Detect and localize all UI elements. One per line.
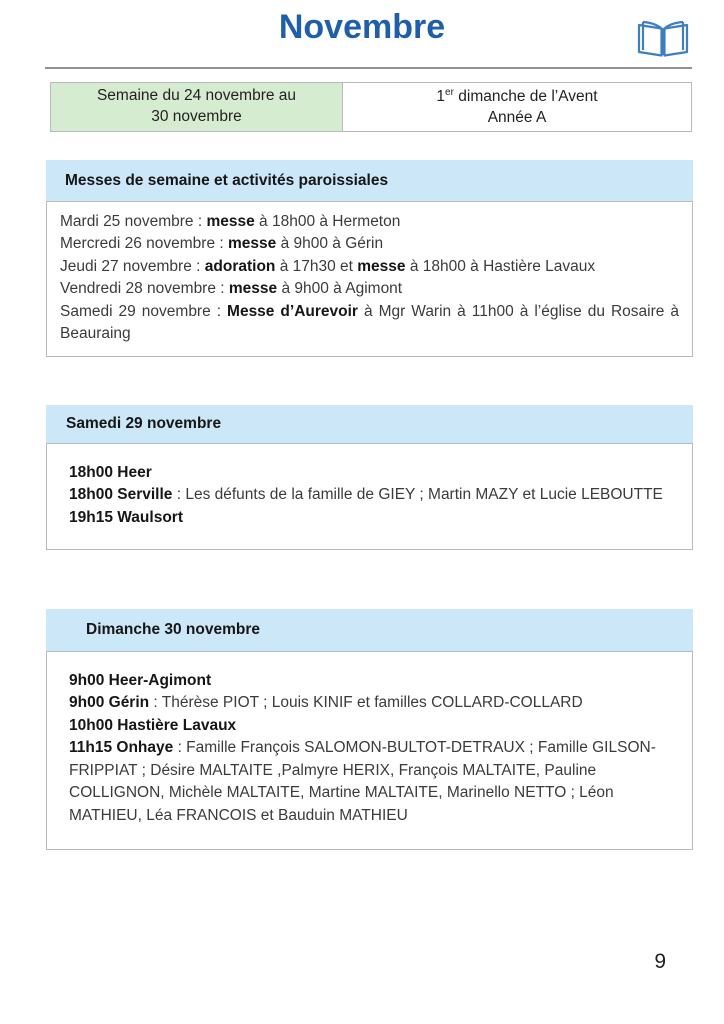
weekday-line <box>60 278 679 300</box>
page-title: Novembre <box>278 8 446 46</box>
weekday-line-post: à 18h00 à Hermeton <box>254 213 401 230</box>
week-info-table <box>50 82 692 132</box>
mass-entry <box>69 507 679 529</box>
section-weekday-header: Messes de semaine et activités paroissiales <box>46 160 693 201</box>
weekday-line-post: à 9h00 à Gérin <box>276 235 384 253</box>
page-number: 9 <box>654 950 666 973</box>
weekday-line <box>60 233 679 255</box>
week-range-line-2: 30 novembre <box>151 108 242 125</box>
weekday-line <box>60 301 679 346</box>
feast-ordinal: 1 <box>436 87 446 105</box>
mass-entry <box>69 692 679 714</box>
weekday-line-bold: messe <box>206 213 255 230</box>
section-sunday-body <box>46 651 693 850</box>
weekday-line-post: à 9h00 à Agimont <box>277 280 403 298</box>
open-book-icon <box>635 16 691 60</box>
header-divider <box>45 67 692 69</box>
weekday-line-post: à 18h00 à Hastière Lavaux <box>405 257 596 275</box>
feast-line-2: Année A <box>487 108 547 126</box>
weekday-line-mid: à 17h30 et <box>275 257 358 275</box>
mass-entry <box>69 462 679 484</box>
mass-entry <box>69 484 679 506</box>
weekday-line <box>60 211 679 233</box>
section-weekday-body <box>46 201 693 357</box>
section-saturday <box>46 405 693 550</box>
weekday-line-bold: messe <box>228 280 278 298</box>
mass-entry-intentions: : Thérèse PIOT ; Louis KINIF et familles COLLARD-COLLARD <box>149 694 583 712</box>
mass-entry-intentions: : Famille François SALOMON-BULTOT-DETRAUX ; Famille GILSON-FRIPPIAT ; Désire MALTAITE ,Palmyre HERIX, François MALTAITE, Pauline COLLIGNON, Michèle MALTAITE, Martine MALTAITE, Marinello NETTO ; Léon MATHIEU, Léa FRANCOIS et Bauduin MATHIEU <box>69 739 656 824</box>
mass-entry-time-place: 18h00 Heer <box>69 464 152 481</box>
feast-ordinal-suffix: er <box>445 86 454 98</box>
section-sunday <box>46 609 693 850</box>
mass-entry-intentions: : Les défunts de la famille de GIEY ; Martin MAZY et Lucie LEBOUTTE <box>172 486 663 504</box>
week-range-line-1: Semaine du 24 novembre au <box>96 87 297 105</box>
section-weekday-masses <box>46 160 693 357</box>
weekday-line-bold: adoration <box>204 257 276 275</box>
weekday-line-post: à Mgr Warin à 11h00 à l’église du Rosaire à Beauraing <box>60 302 679 343</box>
weekday-line-bold: Messe d’Aurevoir <box>227 302 358 320</box>
mass-entry-time-place: 10h00 Hastière Lavaux <box>69 716 237 734</box>
week-range-cell <box>51 83 343 131</box>
mass-entry <box>69 715 679 737</box>
section-saturday-header: Samedi 29 novembre <box>46 405 693 443</box>
mass-entry <box>69 737 679 827</box>
weekday-line-pre: Vendredi 28 novembre : <box>60 280 229 298</box>
weekday-line <box>60 256 679 278</box>
feast-cell <box>343 83 691 131</box>
feast-line-1 <box>436 86 597 108</box>
weekday-line-pre: Jeudi 27 novembre : <box>60 257 205 275</box>
mass-entry-time-place: 11h15 Onhaye <box>69 739 174 757</box>
weekday-line-bold: messe <box>228 235 277 253</box>
mass-entry-time-place: 18h00 Serville <box>69 486 173 504</box>
page-header <box>0 0 724 72</box>
section-sunday-header: Dimanche 30 novembre <box>46 609 693 651</box>
weekday-line-pre: Mercredi 26 novembre : <box>60 235 228 253</box>
mass-entry-time-place: 9h00 Heer-Agimont <box>69 672 212 689</box>
weekday-line-pre: Mardi 25 novembre : <box>60 213 207 230</box>
mass-entry-time-place: 19h15 Waulsort <box>69 508 183 526</box>
section-saturday-body <box>46 443 693 550</box>
feast-name: dimanche de l’Avent <box>453 87 598 105</box>
mass-entry-time-place: 9h00 Gérin <box>69 694 150 712</box>
mass-entry <box>69 670 679 692</box>
weekday-line-bold-2: messe <box>357 257 406 275</box>
weekday-line-pre: Samedi 29 novembre : <box>60 302 228 320</box>
